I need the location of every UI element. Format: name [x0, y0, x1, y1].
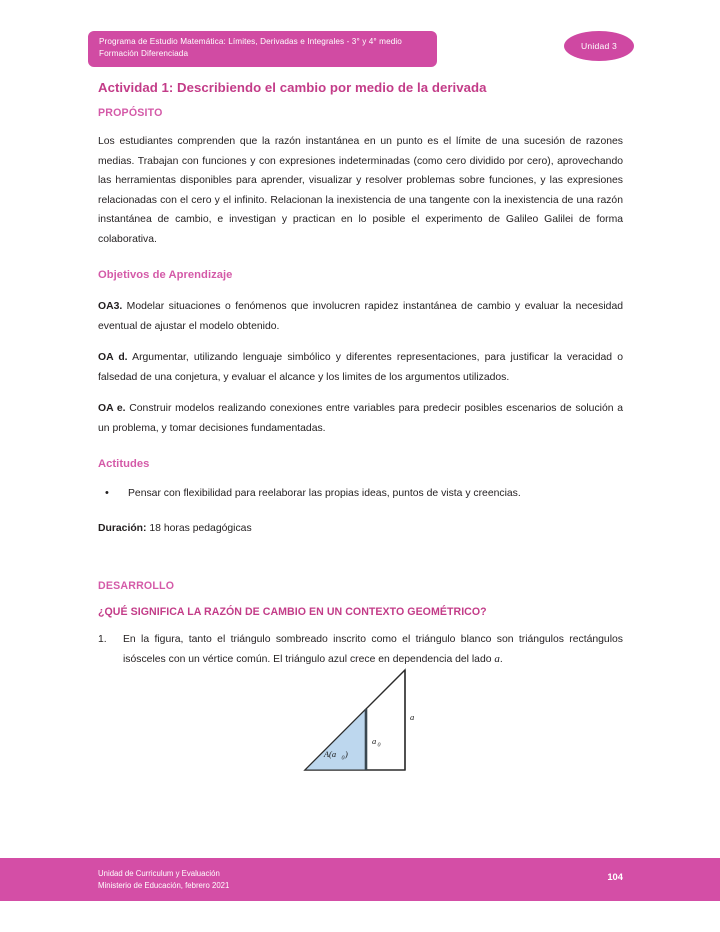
inner-shaded-triangle: [305, 709, 366, 770]
item-text: [123, 630, 623, 669]
header-program-line-2: Formación Diferenciada: [99, 49, 189, 59]
page-header-bar: [88, 31, 437, 67]
actitudes-heading: Actitudes: [98, 458, 150, 470]
page-title: Actividad 1: Describiendo el cambio por medio de la derivada: [98, 80, 487, 95]
proposito-label: PROPÓSITO: [98, 107, 163, 119]
objetivo-item-oad: [98, 348, 623, 387]
page-footer-bar: [0, 858, 720, 901]
page-number: 104: [607, 871, 623, 882]
figure-label-outer-side: a: [410, 712, 415, 722]
item-number: 1.: [98, 634, 107, 645]
list-item: [98, 484, 623, 503]
bullet-icon: •: [105, 487, 109, 499]
triangles-diagram: [98, 668, 623, 788]
duracion-row: [98, 519, 623, 538]
desarrollo-heading: DESARROLLO: [98, 580, 175, 592]
proposito-paragraph: Los estudiantes comprenden que la razón instantánea en un punto es el límite de una sucesión de razones medias. Trabajan con funciones y con expresiones indeterminadas (como cero dividido por cero), aprovechando las herramientas disponibles para aprender, visualizar y resolver problemas sobre funciones, y las expresiones relacionadas con el cero y el infinito. Relacionan la inexistencia de una tangente con la inexistencia de una razón instantánea de cambio, e investigan y practican en lo posible el experimento de Galileo Galilei de forma colaborativa.: [98, 136, 623, 245]
unit-badge: Unidad 3: [564, 31, 634, 61]
item-text-part2: .: [499, 653, 503, 665]
objetivo-text: Construir modelos realizando conexiones entre variables para predecir posibles escenarios de solución a un problema, y tomar decisiones fundamentadas.: [98, 403, 623, 434]
figure-label-area-close: ): [345, 749, 348, 759]
objetivo-item-oa3: [98, 297, 623, 336]
geometry-figure: [98, 668, 623, 788]
figure-label-inner-side: a: [372, 736, 377, 746]
figure-label-area: A(a: [323, 749, 337, 759]
header-program-line-1: Programa de Estudio Matemática: Límites, Derivadas e Integrales - 3° y 4° medio: [99, 37, 402, 46]
figure-label-area-subscript: 0: [341, 755, 345, 762]
duracion-label: Duración:: [98, 523, 147, 534]
duracion-value: 18 horas pedagógicas: [146, 523, 252, 534]
footer-line-1: Unidad de Curriculum y Evaluación: [98, 869, 220, 878]
objetivo-text: Modelar situaciones o fenómenos que involucren rapidez instantánea de cambio y evaluar la necesidad eventual de ajustar el modelo obtenido.: [98, 301, 623, 332]
objetivo-item-oae: [98, 399, 623, 438]
footer-text-block: [98, 868, 229, 891]
objetivo-code: OA d.: [98, 352, 128, 363]
numbered-list-item: [98, 630, 623, 669]
item-text-part1: En la figura, tanto el triángulo sombreado inscrito como el triángulo blanco son triángulos rectángulos isósceles con un vértice común. El triángulo azul crece en dependencia del lado: [123, 634, 623, 665]
objetivo-text: Argumentar, utilizando lenguaje simbólico y diferentes representaciones, para justificar la veracidad o falsedad de una conjetura, y evaluar el alcance y los limites de los argumentos utilizados.: [98, 352, 623, 383]
objetivo-code: OA e.: [98, 403, 126, 414]
document-content: [98, 80, 623, 669]
math-variable-a: a: [494, 652, 500, 665]
footer-line-2: Ministerio de Educación, febrero 2021: [98, 880, 230, 890]
objetivo-code: OA3.: [98, 301, 123, 312]
question-heading: ¿QUÉ SIGNIFICA LA RAZÓN DE CAMBIO EN UN CONTEXTO GEOMÉTRICO?: [98, 606, 487, 618]
figure-label-inner-side-subscript: 0: [377, 742, 381, 749]
actitud-text: Pensar con flexibilidad para reelaborar las propias ideas, puntos de vista y creencias.: [128, 488, 521, 499]
objetivos-heading: Objetivos de Aprendizaje: [98, 269, 233, 281]
